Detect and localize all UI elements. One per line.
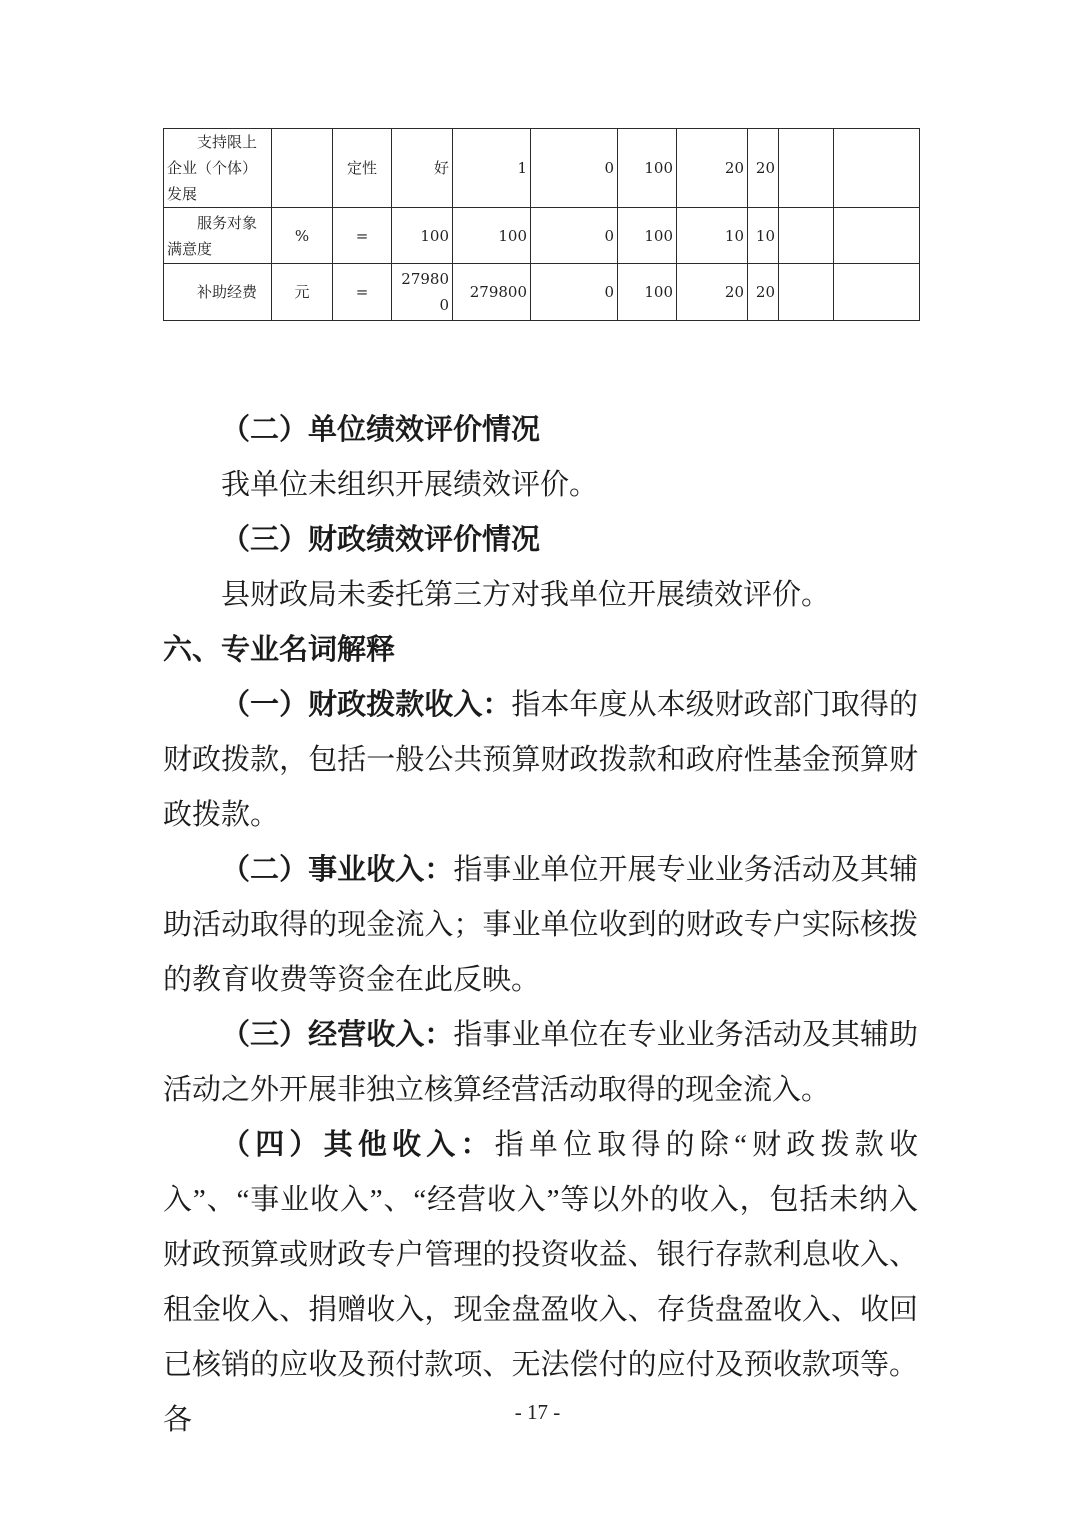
table-cell-rate: 100 (618, 264, 677, 321)
table-cell-empty (779, 208, 834, 264)
term-text: 指事业单位在专业业务活动及其辅助活动之外开展非独立核算经营活动取得的现金流入。 (163, 1019, 918, 1106)
table-cell-nature: 定性 (333, 129, 392, 208)
performance-indicator-table (163, 128, 920, 321)
term-text: 指事业单位开展专业业务活动及其辅助活动取得的现金流入；事业单位收到的财政专户实际核拨的教育收费等资金在此反映。 (163, 854, 918, 996)
paragraph-finance-eval: 县财政局未委托第三方对我单位开展绩效评价。 (221, 579, 831, 611)
document-text (163, 403, 918, 1448)
table-cell-target: 100 (392, 208, 453, 264)
term-paragraph-institution-income (163, 843, 918, 1008)
section-heading-unit-eval: （二）单位绩效评价情况 (221, 414, 541, 446)
table-cell-deviation: 0 (531, 208, 618, 264)
table-cell-rate: 100 (618, 129, 677, 208)
table-cell-unit (272, 129, 333, 208)
document-page-body (163, 128, 918, 1448)
table-row (164, 208, 920, 264)
table-cell-indicator: 补助经费 (164, 264, 272, 321)
term-label: （四）其他收入： (221, 1129, 495, 1161)
table-cell-deviation: 0 (531, 264, 618, 321)
table-cell-weight: 10 (677, 208, 748, 264)
table-cell-unit: 元 (272, 264, 333, 321)
table-cell-unit: % (272, 208, 333, 264)
table-cell-actual: 279800 (453, 264, 531, 321)
table-row (164, 129, 920, 208)
paragraph-unit-eval: 我单位未组织开展绩效评价。 (221, 469, 599, 501)
term-paragraph-fiscal-appropriation (163, 678, 918, 843)
table-cell-rate: 100 (618, 208, 677, 264)
table-cell-empty (834, 208, 920, 264)
table-cell-empty (834, 264, 920, 321)
table-cell-score: 20 (748, 264, 779, 321)
section-heading-finance-eval: （三）财政绩效评价情况 (221, 524, 541, 556)
page-number: - 17 - (514, 1400, 561, 1424)
term-paragraph-operating-income (163, 1008, 918, 1118)
term-label: （二）事业收入： (221, 854, 454, 886)
table-cell-empty (779, 129, 834, 208)
table-cell-weight: 20 (677, 264, 748, 321)
table-cell-empty (779, 264, 834, 321)
table-cell-indicator: 服务对象满意度 (164, 208, 272, 264)
table-cell-target: 好 (392, 129, 453, 208)
table-cell-empty (834, 129, 920, 208)
section-heading-terms: 六、专业名词解释 (163, 634, 396, 666)
table-cell-deviation: 0 (531, 129, 618, 208)
term-text: 指本年度从本级财政部门取得的财政拨款，包括一般公共预算财政拨款和政府性基金预算财政拨款。 (163, 689, 918, 831)
table-cell-actual: 1 (453, 129, 531, 208)
table-cell-target: 279800 (392, 264, 453, 321)
term-paragraph-other-income (163, 1118, 918, 1448)
table-cell-score: 20 (748, 129, 779, 208)
table-cell-indicator: 支持限上企业（个体）发展 (164, 129, 272, 208)
term-label: （一）财政拨款收入： (221, 689, 512, 721)
table-row (164, 264, 920, 321)
table-cell-actual: 100 (453, 208, 531, 264)
table-cell-nature: = (333, 208, 392, 264)
term-label: （三）经营收入： (221, 1019, 454, 1051)
table-cell-score: 10 (748, 208, 779, 264)
table-cell-weight: 20 (677, 129, 748, 208)
term-text: 指单位取得的除“财政拨款收入”、“事业收入”、“经营收入”等以外的收入，包括未纳入财政预算或财政专户管理的投资收益、银行存款利息收入、租金收入、捐赠收入，现金盘盈收入、存货盘盈收入、收回已核销的应收及预付款项、无法偿付的应付及预收款项等。各 (163, 1129, 918, 1436)
table-cell-nature: = (333, 264, 392, 321)
